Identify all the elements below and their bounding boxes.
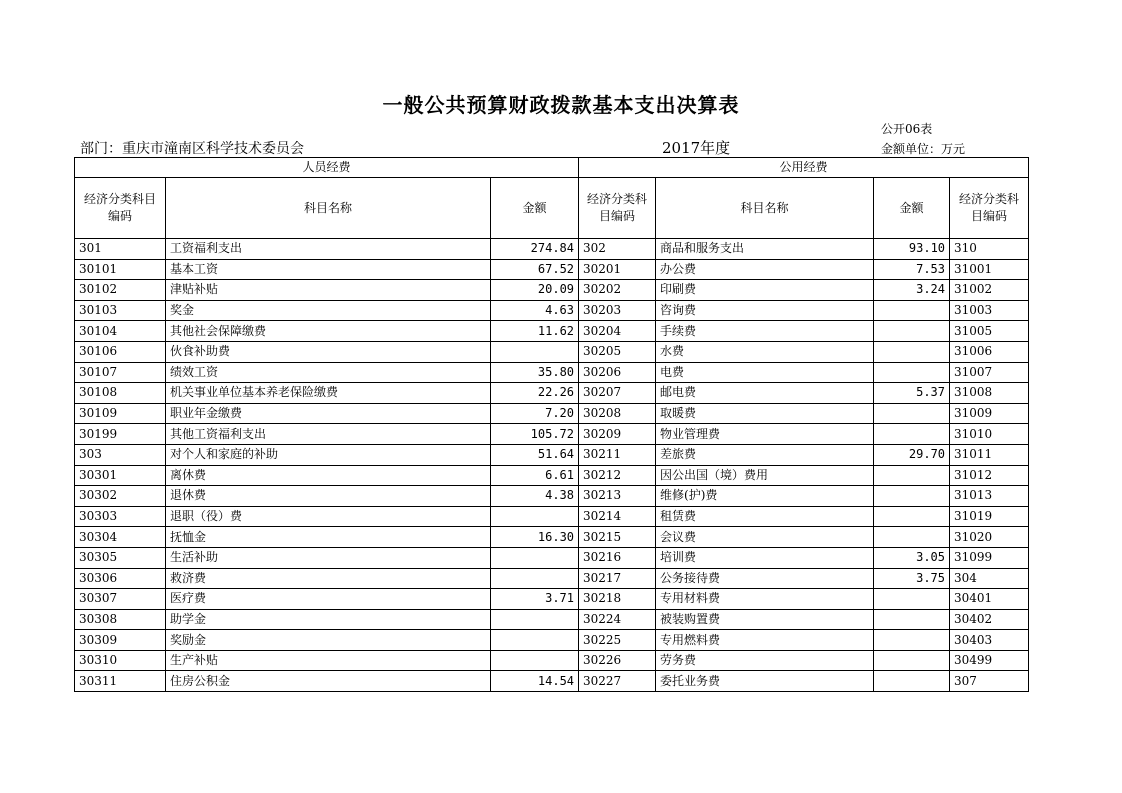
table-row xyxy=(75,589,1029,610)
code-c-cell: 31099 xyxy=(950,547,1029,568)
amount-b-cell xyxy=(874,321,950,342)
code-a-cell: 30310 xyxy=(75,650,166,671)
code-c-cell: 31001 xyxy=(950,259,1029,280)
name-a-cell: 津贴补贴 xyxy=(166,280,491,301)
code-a-cell: 30102 xyxy=(75,280,166,301)
name-b-cell: 维修(护)费 xyxy=(656,486,874,507)
code-b-cell: 30216 xyxy=(579,547,656,568)
code-b-cell: 30211 xyxy=(579,444,656,465)
code-b-cell: 30213 xyxy=(579,486,656,507)
name-b-cell: 劳务费 xyxy=(656,650,874,671)
code-b-cell: 30224 xyxy=(579,609,656,630)
amount-b-cell: 3.75 xyxy=(874,568,950,589)
name-a-cell: 工资福利支出 xyxy=(166,239,491,260)
amount-b-cell xyxy=(874,486,950,507)
code-b-cell: 30207 xyxy=(579,383,656,404)
name-b-cell: 会议费 xyxy=(656,527,874,548)
amount-b-cell xyxy=(874,650,950,671)
code-b-cell: 30212 xyxy=(579,465,656,486)
code-b-cell: 30209 xyxy=(579,424,656,445)
table-row xyxy=(75,465,1029,486)
name-a-cell: 伙食补助费 xyxy=(166,341,491,362)
code-a-cell: 301 xyxy=(75,239,166,260)
name-a-cell: 对个人和家庭的补助 xyxy=(166,444,491,465)
amount-a-cell: 4.38 xyxy=(491,486,579,507)
amount-a-cell: 105.72 xyxy=(491,424,579,445)
name-b-cell: 被装购置费 xyxy=(656,609,874,630)
name-a-cell: 医疗费 xyxy=(166,589,491,610)
name-a-cell: 抚恤金 xyxy=(166,527,491,548)
code-b-cell: 30206 xyxy=(579,362,656,383)
name-a-cell: 救济费 xyxy=(166,568,491,589)
amount-b-cell xyxy=(874,362,950,383)
code-c-cell: 304 xyxy=(950,568,1029,589)
expenditure-table xyxy=(74,157,1029,692)
code-a-cell: 30303 xyxy=(75,506,166,527)
table-row xyxy=(75,362,1029,383)
code-a-cell: 30302 xyxy=(75,486,166,507)
name-a-cell: 退休费 xyxy=(166,486,491,507)
amount-a-cell xyxy=(491,609,579,630)
amount-a-cell xyxy=(491,547,579,568)
code-b-cell: 30204 xyxy=(579,321,656,342)
code-b-cell: 30226 xyxy=(579,650,656,671)
code-b-cell: 30227 xyxy=(579,671,656,692)
code-c-cell: 31008 xyxy=(950,383,1029,404)
code-c-cell: 31019 xyxy=(950,506,1029,527)
code-a-cell: 30311 xyxy=(75,671,166,692)
amount-a-cell xyxy=(491,568,579,589)
amount-a-cell: 6.61 xyxy=(491,465,579,486)
name-b-cell: 办公费 xyxy=(656,259,874,280)
code-c-cell: 30403 xyxy=(950,630,1029,651)
table-row xyxy=(75,424,1029,445)
table-row xyxy=(75,527,1029,548)
code-c-cell: 31007 xyxy=(950,362,1029,383)
table-row xyxy=(75,444,1029,465)
table-row xyxy=(75,300,1029,321)
table-row xyxy=(75,259,1029,280)
code-a-cell: 30104 xyxy=(75,321,166,342)
amount-b-cell xyxy=(874,341,950,362)
amount-unit: 金额单位：万元 xyxy=(881,142,966,156)
table-row xyxy=(75,321,1029,342)
amount-b-cell: 29.70 xyxy=(874,444,950,465)
section-header-row xyxy=(75,158,1029,178)
amount-b-cell xyxy=(874,300,950,321)
name-b-cell: 咨询费 xyxy=(656,300,874,321)
amount-b-cell xyxy=(874,506,950,527)
table-row xyxy=(75,403,1029,424)
code-c-cell: 31011 xyxy=(950,444,1029,465)
name-a-cell: 职业年金缴费 xyxy=(166,403,491,424)
name-b-cell: 专用燃料费 xyxy=(656,630,874,651)
name-b-cell: 培训费 xyxy=(656,547,874,568)
column-header-row xyxy=(75,178,1029,239)
amount-a-cell: 51.64 xyxy=(491,444,579,465)
amount-b-cell xyxy=(874,403,950,424)
code-a-cell: 30107 xyxy=(75,362,166,383)
code-c-cell: 30499 xyxy=(950,650,1029,671)
name-b-cell: 商品和服务支出 xyxy=(656,239,874,260)
name-a-cell: 离休费 xyxy=(166,465,491,486)
amount-a-cell: 7.20 xyxy=(491,403,579,424)
code-b-cell: 30217 xyxy=(579,568,656,589)
table-row xyxy=(75,486,1029,507)
amount-b-cell xyxy=(874,609,950,630)
code-b-cell: 30208 xyxy=(579,403,656,424)
code-a-cell: 30199 xyxy=(75,424,166,445)
table-row xyxy=(75,341,1029,362)
code-a-cell: 30304 xyxy=(75,527,166,548)
name-a-cell: 生活补助 xyxy=(166,547,491,568)
amount-a-cell: 67.52 xyxy=(491,259,579,280)
amount-b-cell: 93.10 xyxy=(874,239,950,260)
code-b-cell: 30215 xyxy=(579,527,656,548)
code-c-cell: 31006 xyxy=(950,341,1029,362)
name-b-cell: 电费 xyxy=(656,362,874,383)
amount-a-cell: 35.80 xyxy=(491,362,579,383)
code-b-cell: 30202 xyxy=(579,280,656,301)
table-row xyxy=(75,239,1029,260)
code-b-cell: 30201 xyxy=(579,259,656,280)
code-a-cell: 30301 xyxy=(75,465,166,486)
name-b-cell: 公务接待费 xyxy=(656,568,874,589)
name-b-cell: 取暖费 xyxy=(656,403,874,424)
name-b-cell: 邮电费 xyxy=(656,383,874,404)
amount-b-cell: 3.05 xyxy=(874,547,950,568)
name-b-cell: 专用材料费 xyxy=(656,589,874,610)
code-b-cell: 30218 xyxy=(579,589,656,610)
amount-a-cell xyxy=(491,650,579,671)
table-row xyxy=(75,568,1029,589)
table-row xyxy=(75,547,1029,568)
code-c-cell: 30402 xyxy=(950,609,1029,630)
table-row xyxy=(75,671,1029,692)
code-b-cell: 302 xyxy=(579,239,656,260)
name-a-cell: 助学金 xyxy=(166,609,491,630)
header-code-b: 经济分类科目编码 xyxy=(579,178,656,239)
amount-a-cell: 3.71 xyxy=(491,589,579,610)
section-public: 公用经费 xyxy=(579,158,1029,178)
code-b-cell: 30203 xyxy=(579,300,656,321)
amount-a-cell: 20.09 xyxy=(491,280,579,301)
code-c-cell: 31010 xyxy=(950,424,1029,445)
amount-b-cell xyxy=(874,589,950,610)
name-a-cell: 基本工资 xyxy=(166,259,491,280)
name-a-cell: 奖励金 xyxy=(166,630,491,651)
name-b-cell: 租赁费 xyxy=(656,506,874,527)
name-b-cell: 差旅费 xyxy=(656,444,874,465)
section-personnel: 人员经费 xyxy=(75,158,579,178)
code-c-cell: 31013 xyxy=(950,486,1029,507)
amount-a-cell: 22.26 xyxy=(491,383,579,404)
code-a-cell: 30306 xyxy=(75,568,166,589)
code-a-cell: 30108 xyxy=(75,383,166,404)
code-c-cell: 307 xyxy=(950,671,1029,692)
name-a-cell: 机关事业单位基本养老保险缴费 xyxy=(166,383,491,404)
amount-a-cell: 4.63 xyxy=(491,300,579,321)
amount-b-cell xyxy=(874,527,950,548)
table-row xyxy=(75,280,1029,301)
name-a-cell: 其他社会保障缴费 xyxy=(166,321,491,342)
name-a-cell: 生产补贴 xyxy=(166,650,491,671)
name-a-cell: 退职（役）费 xyxy=(166,506,491,527)
fiscal-year: 2017年度 xyxy=(662,139,731,157)
amount-a-cell: 16.30 xyxy=(491,527,579,548)
name-b-cell: 印刷费 xyxy=(656,280,874,301)
department-label: 部门：重庆市潼南区科学技术委员会 xyxy=(80,141,304,157)
code-c-cell: 31009 xyxy=(950,403,1029,424)
amount-a-cell: 274.84 xyxy=(491,239,579,260)
table-row xyxy=(75,506,1029,527)
code-c-cell: 31003 xyxy=(950,300,1029,321)
table-row xyxy=(75,609,1029,630)
code-a-cell: 30309 xyxy=(75,630,166,651)
code-a-cell: 30103 xyxy=(75,300,166,321)
code-b-cell: 30225 xyxy=(579,630,656,651)
code-c-cell: 31012 xyxy=(950,465,1029,486)
code-a-cell: 30308 xyxy=(75,609,166,630)
amount-a-cell: 11.62 xyxy=(491,321,579,342)
name-b-cell: 物业管理费 xyxy=(656,424,874,445)
name-b-cell: 手续费 xyxy=(656,321,874,342)
code-c-cell: 310 xyxy=(950,239,1029,260)
amount-b-cell: 7.53 xyxy=(874,259,950,280)
header-amount-a: 金额 xyxy=(491,178,579,239)
name-b-cell: 委托业务费 xyxy=(656,671,874,692)
amount-b-cell xyxy=(874,424,950,445)
code-b-cell: 30205 xyxy=(579,341,656,362)
name-a-cell: 绩效工资 xyxy=(166,362,491,383)
amount-b-cell xyxy=(874,671,950,692)
name-b-cell: 水费 xyxy=(656,341,874,362)
code-a-cell: 30106 xyxy=(75,341,166,362)
name-a-cell: 其他工资福利支出 xyxy=(166,424,491,445)
page-title: 一般公共预算财政拨款基本支出决算表 xyxy=(382,93,740,117)
amount-a-cell xyxy=(491,630,579,651)
code-c-cell: 31020 xyxy=(950,527,1029,548)
header-code-a: 经济分类科目编码 xyxy=(75,178,166,239)
code-a-cell: 30109 xyxy=(75,403,166,424)
code-a-cell: 303 xyxy=(75,444,166,465)
form-number: 公开06表 xyxy=(881,122,933,136)
table-row xyxy=(75,630,1029,651)
amount-a-cell xyxy=(491,506,579,527)
code-c-cell: 31002 xyxy=(950,280,1029,301)
header-code-c: 经济分类科目编码 xyxy=(950,178,1029,239)
amount-b-cell xyxy=(874,465,950,486)
header-amount-b: 金额 xyxy=(874,178,950,239)
header-name-a: 科目名称 xyxy=(166,178,491,239)
amount-b-cell xyxy=(874,630,950,651)
code-c-cell: 31005 xyxy=(950,321,1029,342)
amount-a-cell xyxy=(491,341,579,362)
code-a-cell: 30101 xyxy=(75,259,166,280)
table-row xyxy=(75,383,1029,404)
amount-a-cell: 14.54 xyxy=(491,671,579,692)
table-row xyxy=(75,650,1029,671)
name-b-cell: 因公出国（境）费用 xyxy=(656,465,874,486)
name-a-cell: 奖金 xyxy=(166,300,491,321)
amount-b-cell: 5.37 xyxy=(874,383,950,404)
code-c-cell: 30401 xyxy=(950,589,1029,610)
name-a-cell: 住房公积金 xyxy=(166,671,491,692)
code-a-cell: 30307 xyxy=(75,589,166,610)
code-b-cell: 30214 xyxy=(579,506,656,527)
header-name-b: 科目名称 xyxy=(656,178,874,239)
amount-b-cell: 3.24 xyxy=(874,280,950,301)
code-a-cell: 30305 xyxy=(75,547,166,568)
